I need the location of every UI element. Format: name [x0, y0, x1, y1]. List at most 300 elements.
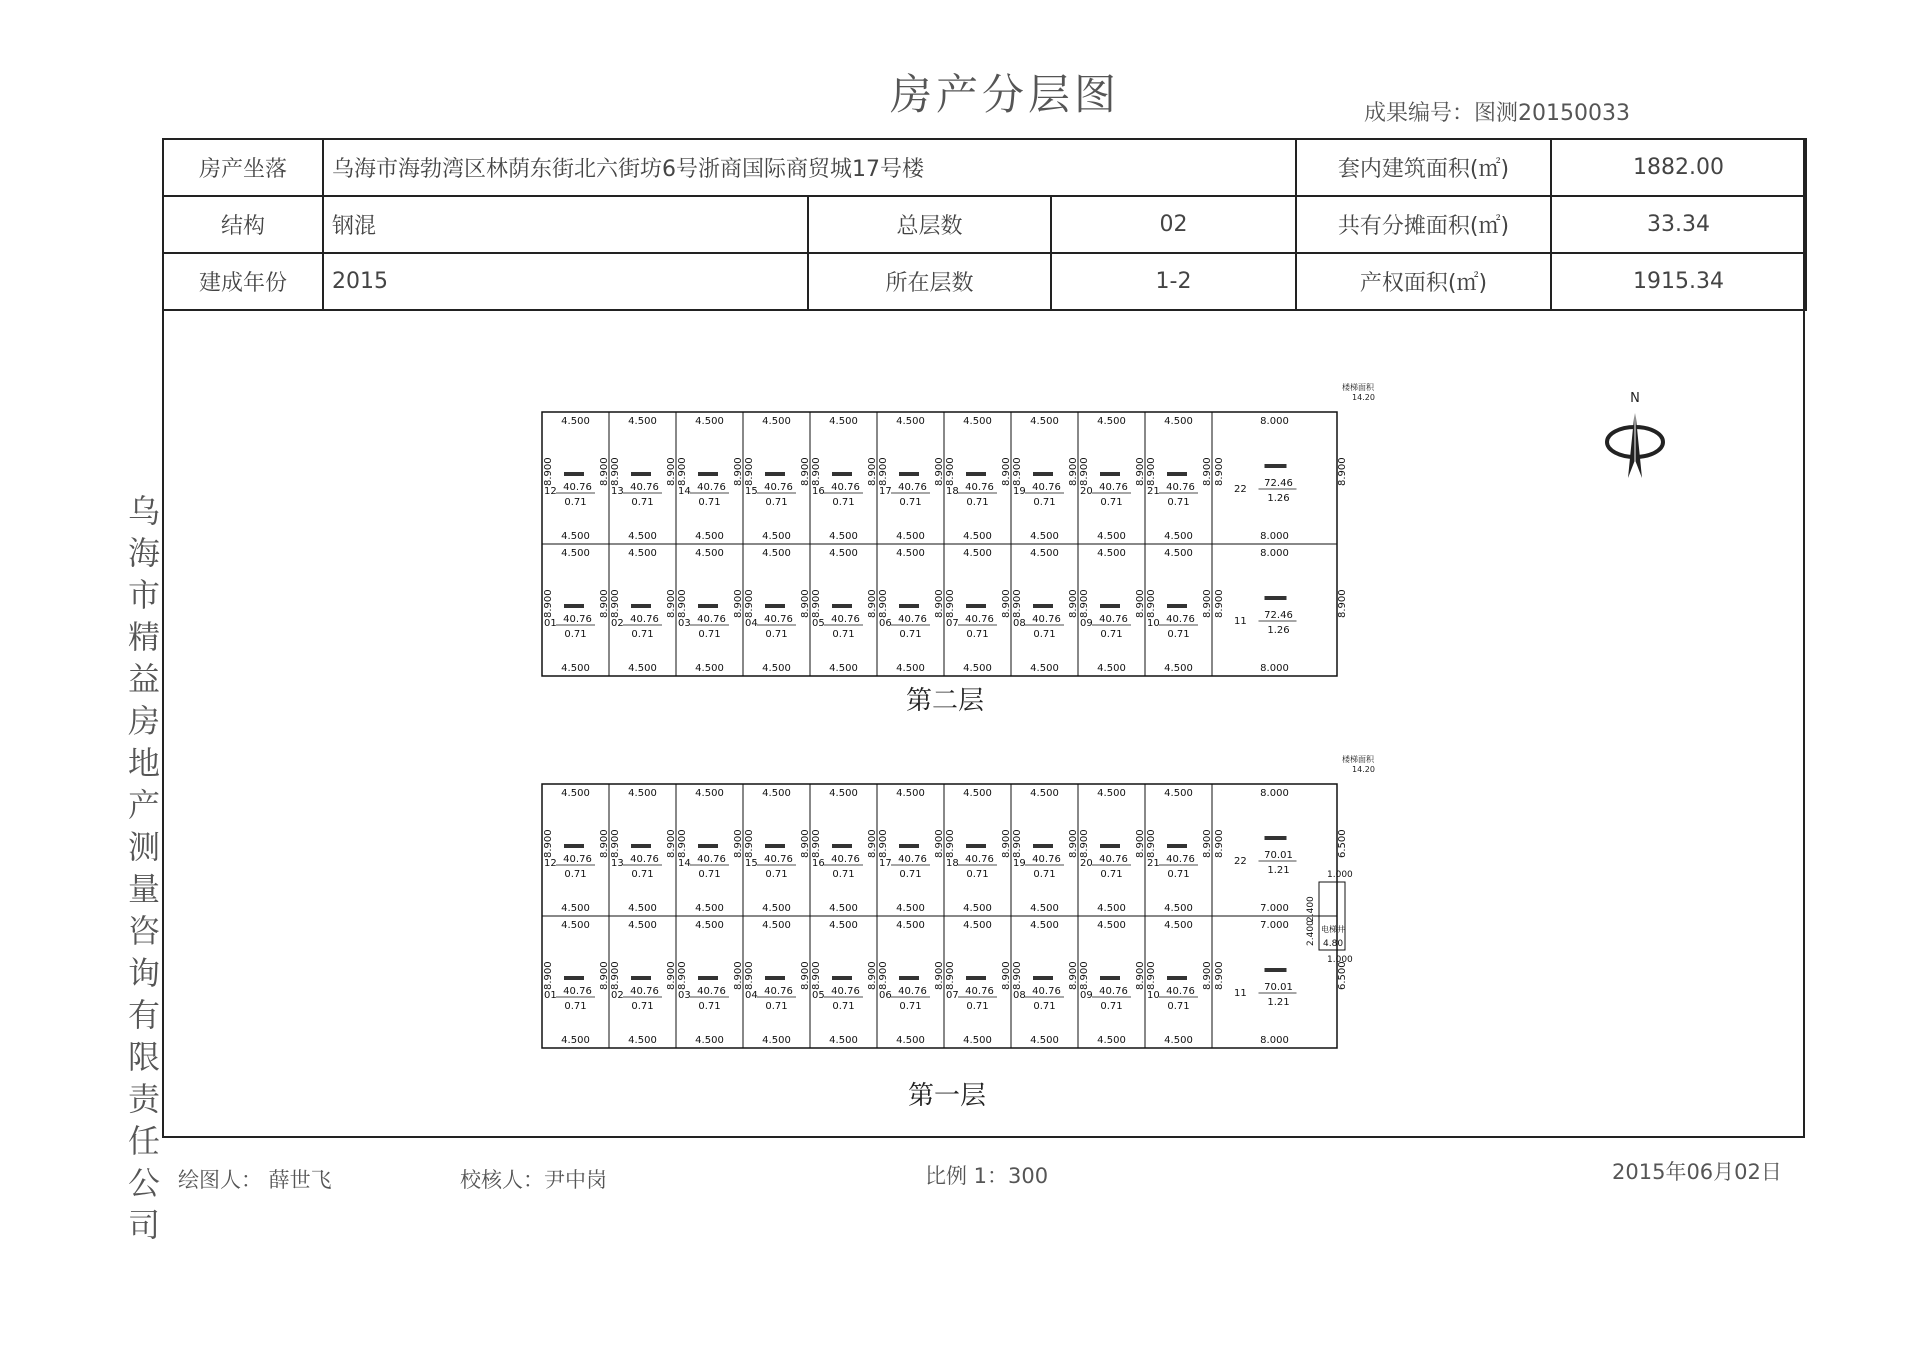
unit-width-bottom: 4.500: [762, 531, 791, 542]
unit-depth-left: 8.900: [1012, 829, 1023, 858]
unit-area: 40.76: [630, 614, 659, 625]
unit-depth-right: 8.900: [599, 829, 610, 858]
unit-shared: 0.71: [765, 869, 788, 880]
unit-shared: 0.71: [1033, 869, 1056, 880]
unit-number: 14: [678, 486, 691, 497]
unit-use-mark: [1167, 604, 1187, 608]
stair-note: 楼梯面积: [1342, 383, 1374, 392]
end-shared: 1.26: [1267, 625, 1290, 636]
unit-number: 07: [946, 990, 959, 1001]
unit-use-mark: [564, 472, 584, 476]
unit-area: 40.76: [764, 482, 793, 493]
unit-area: 40.76: [697, 854, 726, 865]
unit-depth-left: 8.900: [878, 829, 889, 858]
unit-depth-right: 8.900: [733, 589, 744, 618]
unit-use-mark: [1033, 472, 1053, 476]
unit-number: 18: [946, 858, 959, 869]
end-mid-bottom: 2.400: [1306, 920, 1316, 946]
unit-depth-right: 8.900: [800, 961, 811, 990]
unit-width-top: 4.500: [1097, 416, 1126, 427]
unit-number: 15: [745, 858, 758, 869]
end-unit-number: 22: [1234, 856, 1247, 867]
unit-area: 40.76: [563, 854, 592, 865]
unit-depth-left: 8.900: [543, 589, 554, 618]
unit-use-mark: [1100, 604, 1120, 608]
unit-number: 04: [745, 618, 758, 629]
unit-use-mark: [832, 976, 852, 980]
unit-depth-left: 8.900: [811, 589, 822, 618]
floor-2-caption: 第二层: [906, 686, 985, 716]
unit-shared: 0.71: [1167, 629, 1190, 640]
unit-width-top: 4.500: [561, 920, 590, 931]
unit-depth-right: 8.900: [867, 589, 878, 618]
unit-area: 40.76: [630, 986, 659, 997]
unit-width-top: 4.500: [628, 788, 657, 799]
inner-area-label: 套内建筑面积(㎡): [1296, 139, 1551, 196]
unit-area: 40.76: [697, 986, 726, 997]
unit-depth-right: 8.900: [800, 457, 811, 486]
end-use-mark: [1265, 968, 1287, 972]
unit-depth-right: 8.900: [1135, 589, 1146, 618]
unit-area: 40.76: [965, 482, 994, 493]
unit-depth-left: 8.900: [1146, 589, 1157, 618]
unit-number: 17: [879, 858, 892, 869]
unit-width-bottom: 4.500: [963, 1035, 992, 1046]
unit-number: 15: [745, 486, 758, 497]
unit-number: 09: [1080, 990, 1093, 1001]
unit-area: 40.76: [1099, 986, 1128, 997]
structure-value: 钢混: [323, 196, 808, 253]
end-depth-left: 8.900: [1214, 961, 1225, 990]
unit-width-top: 4.500: [963, 788, 992, 799]
unit-depth-right: 8.900: [1135, 961, 1146, 990]
end-area: 70.01: [1264, 850, 1293, 861]
stair-area: 14.20: [1352, 393, 1375, 402]
unit-depth-left: 8.900: [543, 829, 554, 858]
unit-number: 21: [1147, 486, 1160, 497]
floor-label: 所在层数: [808, 253, 1051, 310]
unit-width-bottom: 4.500: [1030, 903, 1059, 914]
unit-use-mark: [631, 844, 651, 848]
unit-shared: 0.71: [899, 1001, 922, 1012]
unit-area: 40.76: [898, 854, 927, 865]
unit-area: 40.76: [898, 986, 927, 997]
unit-width-bottom: 4.500: [762, 663, 791, 674]
unit-width-top: 4.500: [963, 416, 992, 427]
unit-area: 40.76: [630, 482, 659, 493]
end-depth-left: 8.900: [1214, 589, 1225, 618]
unit-depth-left: 8.900: [610, 457, 621, 486]
unit-depth-right: 8.900: [934, 961, 945, 990]
unit-use-mark: [966, 844, 986, 848]
unit-width-top: 4.500: [963, 548, 992, 559]
end-use-mark: [1265, 596, 1287, 600]
unit-depth-left: 8.900: [811, 829, 822, 858]
unit-number: 01: [544, 990, 557, 1001]
property-area-value: 1915.34: [1551, 253, 1806, 310]
footer-date: 2015年06月02日: [1612, 1160, 1782, 1184]
unit-width-bottom: 4.500: [1097, 663, 1126, 674]
unit-shared: 0.71: [966, 869, 989, 880]
unit-number: 07: [946, 618, 959, 629]
unit-area: 40.76: [965, 986, 994, 997]
unit-number: 03: [678, 990, 691, 1001]
unit-use-mark: [1167, 976, 1187, 980]
end-depth: 8.900: [1337, 457, 1348, 486]
unit-width-bottom: 4.500: [561, 531, 590, 542]
end-width-bottom: 8.000: [1260, 531, 1289, 542]
unit-use-mark: [1033, 844, 1053, 848]
unit-width-top: 4.500: [1030, 920, 1059, 931]
unit-depth-right: 8.900: [934, 457, 945, 486]
unit-use-mark: [631, 472, 651, 476]
unit-width-bottom: 4.500: [628, 1035, 657, 1046]
unit-number: 18: [946, 486, 959, 497]
footer-checker: 校核人：尹中岗: [460, 1168, 607, 1192]
unit-shared: 0.71: [631, 1001, 654, 1012]
unit-area: 40.76: [1099, 614, 1128, 625]
unit-width-top: 4.500: [896, 788, 925, 799]
unit-use-mark: [1167, 844, 1187, 848]
unit-area: 40.76: [630, 854, 659, 865]
unit-shared: 0.71: [899, 869, 922, 880]
unit-area: 40.76: [697, 614, 726, 625]
unit-shared: 0.71: [564, 629, 587, 640]
unit-area: 40.76: [831, 614, 860, 625]
report-number: 成果编号：图测20150033: [1364, 101, 1630, 126]
unit-use-mark: [1033, 976, 1053, 980]
total-floors-label: 总层数: [808, 196, 1051, 253]
unit-width-top: 4.500: [896, 416, 925, 427]
unit-use-mark: [564, 976, 584, 980]
unit-shared: 0.71: [1100, 1001, 1123, 1012]
unit-number: 21: [1147, 858, 1160, 869]
end-unit-number: 11: [1234, 988, 1247, 999]
shared-area-label: 共有分摊面积(㎡): [1296, 196, 1551, 253]
unit-shared: 0.71: [698, 497, 721, 508]
unit-width-top: 4.500: [762, 788, 791, 799]
unit-depth-left: 8.900: [945, 589, 956, 618]
end-width-top: 8.000: [1260, 416, 1289, 427]
unit-depth-left: 8.900: [610, 589, 621, 618]
unit-use-mark: [765, 472, 785, 476]
unit-shared: 0.71: [1167, 497, 1190, 508]
unit-shared: 0.71: [564, 1001, 587, 1012]
unit-number: 08: [1013, 990, 1026, 1001]
unit-depth-left: 8.900: [543, 457, 554, 486]
unit-use-mark: [698, 844, 718, 848]
unit-depth-left: 8.900: [811, 457, 822, 486]
unit-width-top: 4.500: [1164, 416, 1193, 427]
unit-number: 01: [544, 618, 557, 629]
unit-width-bottom: 4.500: [561, 1035, 590, 1046]
end-shared: 1.26: [1267, 493, 1290, 504]
unit-width-bottom: 4.500: [1164, 1035, 1193, 1046]
unit-width-bottom: 4.500: [1030, 531, 1059, 542]
unit-width-bottom: 4.500: [628, 903, 657, 914]
unit-number: 06: [879, 618, 892, 629]
unit-number: 13: [611, 858, 624, 869]
elevator-label: 电梯井: [1321, 925, 1345, 934]
unit-number: 08: [1013, 618, 1026, 629]
unit-number: 20: [1080, 486, 1093, 497]
unit-number: 02: [611, 618, 624, 629]
north-label: N: [1630, 391, 1640, 406]
unit-shared: 0.71: [631, 629, 654, 640]
unit-area: 40.76: [697, 482, 726, 493]
unit-shared: 0.71: [1033, 629, 1056, 640]
unit-area: 40.76: [898, 614, 927, 625]
unit-width-top: 4.500: [829, 920, 858, 931]
floor-value: 1-2: [1051, 253, 1296, 310]
year-label: 建成年份: [163, 253, 323, 310]
unit-area: 40.76: [1166, 854, 1195, 865]
unit-use-mark: [765, 844, 785, 848]
unit-depth-left: 8.900: [677, 829, 688, 858]
unit-use-mark: [698, 976, 718, 980]
unit-depth-right: 8.900: [1001, 829, 1012, 858]
floor-1-plan: [538, 750, 1438, 1110]
unit-depth-left: 8.900: [610, 961, 621, 990]
unit-area: 40.76: [563, 986, 592, 997]
unit-shared: 0.71: [966, 629, 989, 640]
unit-depth-left: 8.900: [744, 961, 755, 990]
unit-number: 19: [1013, 858, 1026, 869]
location-label: 房产坐落: [163, 139, 323, 196]
unit-number: 06: [879, 990, 892, 1001]
unit-width-bottom: 4.500: [1097, 531, 1126, 542]
unit-number: 03: [678, 618, 691, 629]
unit-number: 19: [1013, 486, 1026, 497]
inner-area-value: 1882.00: [1551, 139, 1806, 196]
unit-depth-right: 8.900: [1135, 829, 1146, 858]
end-width-bottom: 8.000: [1260, 1035, 1289, 1046]
unit-depth-left: 8.900: [744, 829, 755, 858]
unit-shared: 0.71: [698, 869, 721, 880]
unit-width-bottom: 4.500: [896, 1035, 925, 1046]
unit-depth-right: 8.900: [1068, 961, 1079, 990]
unit-depth-right: 8.900: [1068, 589, 1079, 618]
unit-depth-right: 8.900: [666, 961, 677, 990]
unit-width-top: 4.500: [1030, 416, 1059, 427]
unit-use-mark: [899, 844, 919, 848]
end-unit-number: 11: [1234, 616, 1247, 627]
floor-2-drawing: [538, 380, 1438, 680]
unit-area: 40.76: [1099, 854, 1128, 865]
end-width-top: 7.000: [1260, 920, 1289, 931]
unit-shared: 0.71: [698, 1001, 721, 1012]
unit-width-top: 4.500: [829, 548, 858, 559]
end-depth: 6.500: [1337, 961, 1348, 990]
unit-width-top: 4.500: [1097, 548, 1126, 559]
location-value: 乌海市海勃湾区林荫东街北六街坊6号浙商国际商贸城17号楼: [323, 139, 1296, 196]
unit-width-top: 4.500: [628, 920, 657, 931]
unit-width-bottom: 4.500: [628, 663, 657, 674]
page-title: 房产分层图: [889, 70, 1120, 119]
unit-width-bottom: 4.500: [1030, 663, 1059, 674]
unit-width-top: 4.500: [561, 548, 590, 559]
unit-width-top: 4.500: [695, 788, 724, 799]
unit-depth-right: 8.900: [733, 829, 744, 858]
unit-number: 16: [812, 486, 825, 497]
info-row-1: [163, 139, 1806, 196]
unit-depth-right: 8.900: [1001, 457, 1012, 486]
unit-shared: 0.71: [832, 869, 855, 880]
unit-depth-right: 8.900: [1001, 961, 1012, 990]
end-depth-left: 8.900: [1214, 457, 1225, 486]
unit-use-mark: [1033, 604, 1053, 608]
end-area: 72.46: [1264, 610, 1293, 621]
unit-width-bottom: 4.500: [762, 1035, 791, 1046]
structure-label: 结构: [163, 196, 323, 253]
unit-number: 17: [879, 486, 892, 497]
unit-use-mark: [832, 844, 852, 848]
unit-number: 05: [812, 618, 825, 629]
end-width-top: 8.000: [1260, 548, 1289, 559]
unit-width-bottom: 4.500: [1164, 531, 1193, 542]
unit-shared: 0.71: [1100, 629, 1123, 640]
unit-shared: 0.71: [765, 497, 788, 508]
unit-depth-right: 8.900: [1068, 829, 1079, 858]
unit-width-bottom: 4.500: [829, 663, 858, 674]
unit-depth-right: 8.900: [1135, 457, 1146, 486]
unit-width-bottom: 4.500: [628, 531, 657, 542]
unit-area: 40.76: [831, 482, 860, 493]
unit-depth-left: 8.900: [677, 961, 688, 990]
unit-depth-left: 8.900: [543, 961, 554, 990]
unit-width-top: 4.500: [1030, 788, 1059, 799]
unit-depth-left: 8.900: [878, 457, 889, 486]
unit-depth-right: 8.900: [1202, 589, 1213, 618]
floor-1-drawing: [538, 750, 1438, 1050]
unit-use-mark: [899, 472, 919, 476]
year-value: 2015: [323, 253, 808, 310]
unit-shared: 0.71: [765, 629, 788, 640]
end-unit-number: 22: [1234, 484, 1247, 495]
unit-area: 40.76: [898, 482, 927, 493]
unit-width-top: 4.500: [1164, 548, 1193, 559]
unit-depth-left: 8.900: [1079, 961, 1090, 990]
unit-depth-right: 8.900: [800, 829, 811, 858]
footer-drawer: 绘图人： 薛世飞: [178, 1168, 332, 1192]
total-floors-value: 02: [1051, 196, 1296, 253]
unit-depth-left: 8.900: [744, 589, 755, 618]
floor-1-caption: 第一层: [908, 1081, 987, 1111]
unit-area: 40.76: [831, 986, 860, 997]
unit-depth-left: 8.900: [610, 829, 621, 858]
info-row-2: [163, 196, 1806, 253]
shared-area-value: 33.34: [1551, 196, 1806, 253]
unit-depth-left: 8.900: [811, 961, 822, 990]
unit-depth-right: 8.900: [1001, 589, 1012, 618]
unit-number: 12: [544, 486, 557, 497]
unit-depth-left: 8.900: [1146, 961, 1157, 990]
unit-width-top: 4.500: [1030, 548, 1059, 559]
unit-number: 02: [611, 990, 624, 1001]
unit-width-top: 4.500: [896, 548, 925, 559]
unit-use-mark: [765, 976, 785, 980]
unit-use-mark: [966, 472, 986, 476]
unit-number: 20: [1080, 858, 1093, 869]
unit-use-mark: [1100, 472, 1120, 476]
unit-shared: 0.71: [899, 629, 922, 640]
unit-use-mark: [1167, 472, 1187, 476]
unit-depth-left: 8.900: [1012, 457, 1023, 486]
unit-shared: 0.71: [899, 497, 922, 508]
unit-shared: 0.71: [1100, 497, 1123, 508]
unit-depth-left: 8.900: [744, 457, 755, 486]
unit-width-top: 4.500: [1097, 920, 1126, 931]
unit-depth-right: 8.900: [666, 829, 677, 858]
end-depth: 8.900: [1337, 589, 1348, 618]
unit-area: 40.76: [764, 614, 793, 625]
unit-width-top: 4.500: [762, 548, 791, 559]
unit-width-top: 4.500: [829, 788, 858, 799]
unit-shared: 0.71: [631, 869, 654, 880]
unit-depth-right: 8.900: [1202, 829, 1213, 858]
unit-area: 40.76: [1032, 986, 1061, 997]
unit-depth-left: 8.900: [1146, 457, 1157, 486]
unit-depth-right: 8.900: [1202, 961, 1213, 990]
unit-depth-right: 8.900: [733, 961, 744, 990]
unit-depth-right: 8.900: [934, 829, 945, 858]
end-gap-top: 1.000: [1327, 870, 1353, 880]
unit-depth-right: 8.900: [1202, 457, 1213, 486]
unit-width-bottom: 4.500: [963, 531, 992, 542]
unit-width-top: 4.500: [695, 416, 724, 427]
unit-area: 40.76: [563, 482, 592, 493]
unit-use-mark: [765, 604, 785, 608]
unit-width-bottom: 4.500: [896, 903, 925, 914]
unit-width-bottom: 4.500: [1097, 1035, 1126, 1046]
unit-width-bottom: 4.500: [695, 1035, 724, 1046]
unit-depth-left: 8.900: [945, 961, 956, 990]
unit-width-top: 4.500: [762, 920, 791, 931]
unit-width-bottom: 4.500: [896, 663, 925, 674]
unit-number: 12: [544, 858, 557, 869]
unit-depth-right: 8.900: [867, 457, 878, 486]
unit-shared: 0.71: [966, 497, 989, 508]
unit-area: 40.76: [831, 854, 860, 865]
end-depth: 6.500: [1337, 829, 1348, 858]
unit-depth-left: 8.900: [1079, 457, 1090, 486]
unit-width-bottom: 4.500: [1164, 663, 1193, 674]
unit-area: 40.76: [1166, 614, 1195, 625]
unit-use-mark: [564, 844, 584, 848]
unit-use-mark: [631, 976, 651, 980]
end-use-mark: [1265, 464, 1287, 468]
unit-shared: 0.71: [832, 1001, 855, 1012]
stair-area: 14.20: [1352, 765, 1375, 774]
unit-number: 13: [611, 486, 624, 497]
unit-number: 09: [1080, 618, 1093, 629]
unit-shared: 0.71: [832, 497, 855, 508]
unit-width-bottom: 4.500: [695, 531, 724, 542]
unit-shared: 0.71: [1167, 1001, 1190, 1012]
unit-width-bottom: 4.500: [896, 531, 925, 542]
unit-use-mark: [1100, 976, 1120, 980]
unit-shared: 0.71: [966, 1001, 989, 1012]
footer-scale: 比例 1：300: [925, 1164, 1049, 1188]
unit-use-mark: [698, 604, 718, 608]
unit-depth-left: 8.900: [945, 829, 956, 858]
end-use-mark: [1265, 836, 1287, 840]
unit-area: 40.76: [1032, 482, 1061, 493]
unit-shared: 0.71: [1033, 1001, 1056, 1012]
unit-shared: 0.71: [1167, 869, 1190, 880]
unit-width-top: 4.500: [762, 416, 791, 427]
unit-width-top: 4.500: [628, 548, 657, 559]
